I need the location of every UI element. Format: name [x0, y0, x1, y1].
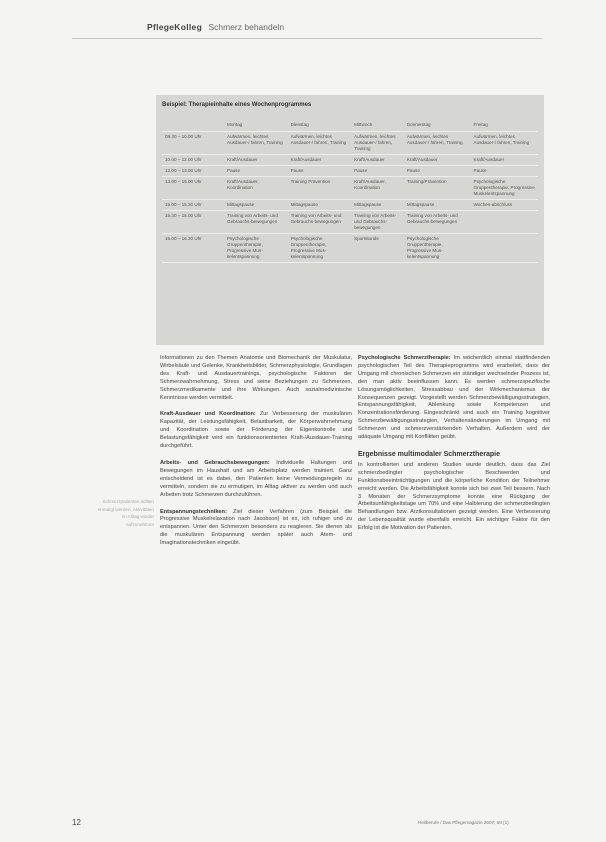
- weekly-program-box: [156, 95, 544, 345]
- table-cell: Kraft/Ausdauer, Koordination: [351, 177, 404, 200]
- time-cell: 15.00 – 16.30 Uhr: [162, 234, 224, 263]
- table-cell: Pause: [288, 166, 352, 177]
- table-cell: Kraft/Ausdauer: [471, 155, 539, 166]
- table-cell: Mittagspause: [351, 200, 404, 211]
- table-cell: Pause: [224, 166, 288, 177]
- paragraph: [358, 462, 550, 533]
- table-cell: Psychologische Gruppentherapie, Progressive Mus-kelentspannung: [404, 234, 471, 263]
- time-cell: 13.00 – 15.00 Uhr: [162, 177, 224, 200]
- table-cell: Training von Arbeits- und Gebrauchs-bewegungen: [288, 211, 352, 234]
- paragraph-lead: Kraft-Ausdauer und Koordination:: [160, 411, 256, 418]
- table-row: [162, 132, 538, 155]
- paragraph-lead: Psychologische Schmerztherapie:: [358, 355, 451, 361]
- paragraph-text: Zur Verbesserung der muskulären Kapazität, der Leistungsfähigkeit, Belastbarkeit, der Körperwahrnehmung und Koordination sowie der Förderung der Eigenkontrolle und Belastungsfähigkeit wird ein funktionsorientiertes Kraft-/Ausdauer-Training durchgeführt.: [160, 411, 352, 450]
- time-cell: 12.00 – 13.00 Uhr: [162, 166, 224, 177]
- box-title: Beispiel: Therapieinhalte eines Wochenprogrammes: [162, 102, 312, 108]
- table-cell: Psychologische Gruppentherapie, Progressive Muskelentspannung: [471, 177, 539, 200]
- table-cell: Aufwärmen, leichtes Ausdauer-/ fahren, Training: [471, 132, 539, 155]
- paragraph-text: Individuelle Haltungen und Bewegungen im Haushalt und am Arbeitsplatz werden trainiert. Ganz entscheidend ist es dabei, den Patienten keine Vermeidungsregeln zu vermitteln, sondern sie zu ermutigen, im Alltag aktiver zu werden und auch Arbeiten trotz Schmerzen durchzuführen.: [160, 459, 353, 498]
- header-text: [147, 22, 284, 32]
- table-cell: Pause: [471, 166, 539, 177]
- time-header: [162, 121, 224, 132]
- paragraph: [160, 460, 352, 500]
- table-cell: Training/Prävention: [404, 177, 471, 200]
- section-heading: Ergebnisse multimodaler Schmerztherapie: [358, 450, 500, 458]
- table-cell: Training von Arbeits- und Gebrauchs-bewegungen: [224, 211, 288, 234]
- table-cell: [471, 234, 539, 263]
- paragraph-text: Informationen zu den Themen Anatomie und Biomechanik der Muskulatur, Wirbelsäule und Gelenke, Krankheitsbilder, Schmerzphysiologie, Grundlagen des Kraft- und Ausdauertrainings, psychologische Faktoren der Schmerzwahrnehmung, Stress und seine Beziehungen zu Schmerzen, Schmerzmedikamente und ihre Wirkungen. Auch sozialmedizinische Kenntnisse werden vermittelt.: [160, 355, 352, 401]
- paragraph: [160, 509, 352, 549]
- day-header: Dienstag: [288, 121, 352, 132]
- table-row: [162, 200, 538, 211]
- table-cell: Aufwärmen, leichtes Ausdauer-/ fahren, Training: [288, 132, 352, 155]
- table-row: [162, 211, 538, 234]
- table-cell: Training von Arbeits- und Gebrauchs-bewegungen: [404, 211, 471, 234]
- paragraph-lead: Arbeits- und Gebrauchsbewegungen:: [160, 459, 270, 466]
- page-number: 12: [72, 818, 81, 827]
- table-cell: Mittagspause: [404, 200, 471, 211]
- weekly-program-table: [162, 121, 538, 263]
- left-column: [160, 355, 352, 557]
- paragraph: [160, 411, 352, 451]
- paragraph: [358, 355, 550, 442]
- table-cell: Psychologische Gruppentherapie, Progressive Mus-kelentspannung: [288, 234, 352, 263]
- table-cell: Kraft/Ausdauer: [288, 155, 352, 166]
- table-cell: Aufwärmen, leichtes Ausdauer-/ fahren, Training: [351, 132, 404, 155]
- table-cell: [471, 211, 539, 234]
- day-header: Freitag: [471, 121, 539, 132]
- day-header: Donnerstag: [404, 121, 471, 132]
- right-column: [358, 355, 550, 542]
- table-cell: Aufwärmen, leichtes Ausdauer-/ fahren, Training: [404, 132, 471, 155]
- paragraph-text: In kontrollierten und anderen Studien wurde deutlich, dass das Ziel schmerzbedingter psychologischer Beschwerden und Funktionsbeeinträchtigungen und die körperliche Kondition der Teilnehmer erreicht werden. Die Arbeitsfähigkeit konnte sich bei zwei Teil bessern. Nach 3 Monaten der Schmerzsymptome konnte eine Rückgang der Arbeitsunfähigkeitstage um 70% und eine Halbierung der schmerzbedingten Behandlungen bzw. Arztkonsultationen gezeigt werden. Eine Verbesserung der Lebensqualität wurde ebenfalls erreicht. Ein wichtiger Faktor für den Erfolg ist die Motivation der Patienten.: [358, 461, 550, 532]
- table-cell: Aufwärmen, leichtes Ausdauer-/ fahren, Training: [224, 132, 288, 155]
- day-header: Montag: [224, 121, 288, 132]
- paragraph-lead: Entspannungstechniken:: [160, 508, 227, 515]
- table-cell: Mittagspause: [288, 200, 352, 211]
- header-rule: [72, 38, 542, 39]
- table-cell: Mittagspause: [224, 200, 288, 211]
- table-cell: Pause: [351, 166, 404, 177]
- table-cell: Wochen-abschluss: [471, 200, 539, 211]
- magazine-brand: PflegeKolleg: [147, 22, 203, 32]
- section-title: Schmerz behandeln: [208, 22, 285, 32]
- time-cell: 15.30 – 15.00 Uhr: [162, 211, 224, 234]
- table-cell: Sportstunde: [351, 234, 404, 263]
- table-cell: Kraft/Ausdauer: [404, 155, 471, 166]
- margin-note: Schmerzpatienten sollten ermutigt werden, Aktivitäten im Alltag wieder aufzunehmen: [97, 499, 154, 527]
- footer-citation: Heilberufe / Das Pflegemagazin 2007; 59 (1): [418, 820, 509, 825]
- table-cell: Kraft/Ausdauer: [351, 155, 404, 166]
- table-cell: Pause: [404, 166, 471, 177]
- table-row: [162, 166, 538, 177]
- table-row: [162, 155, 538, 166]
- time-cell: 15.00 – 15.30 Uhr: [162, 200, 224, 211]
- table-cell: Kraft/Ausdauer, Koordination: [224, 177, 288, 200]
- paragraph-text: Ziel dieser Verfahren (zum Beispiel die Progressive Muskelrelaxation nach Jacobson) ist es, ich ruhiger und zu entspannen. Unter den Schmerzen besonders zu reagieren. Sie dienen als die muskulären Entspannung werden später auch Atem- und Imaginationstechniken eingeübt.: [160, 508, 352, 547]
- table-cell: Kraft/Ausdauer: [224, 155, 288, 166]
- day-header: Mittwoch: [351, 121, 404, 132]
- paragraph-text: Im wöchentlich einmal stattfindenden psychologischen Teil des Therapieprogramms wird erarbeitet, dass der Umgang mit chronischen Schmerzen ein ständiger wechselnder Prozess ist, den man aktiv beeinflussen kann. Es werden schmerzspezifische Lösungsmöglichkeiten, Stressabbau und der Wirkmechanismus der Konsequenzen gezeigt. Vorgestellt werden Schmerzbewältigungsstrategien, Entspannungsfähigkeit, Ablenkung sowie Kompetenzen und Konzentrationsförderung. Eingeschränkt sind auch ein Training kognitiver Schmerzbewältigungsstrategien, Verhaltensänderungen im Umgang mit Schmerzen und schmerzverstärkenden Verhalten. Außerdem wird der adäquate Umgang mit Konflikten geübt.: [358, 355, 550, 441]
- table-cell: Psychologische Gruppentherapie, Progressive Mus-kelentspannung: [224, 234, 288, 263]
- time-cell: 08.30 – 10.00 Uhr: [162, 132, 224, 155]
- table-cell: Training Prävention: [288, 177, 352, 200]
- table-cell: Training von Arbeits- und Gebrauchs-bewegungen: [351, 211, 404, 234]
- table-row: [162, 177, 538, 200]
- paragraph: [160, 355, 352, 402]
- table-row: [162, 234, 538, 263]
- table-header-row: [162, 121, 538, 132]
- time-cell: 10.00 – 12.00 Uhr: [162, 155, 224, 166]
